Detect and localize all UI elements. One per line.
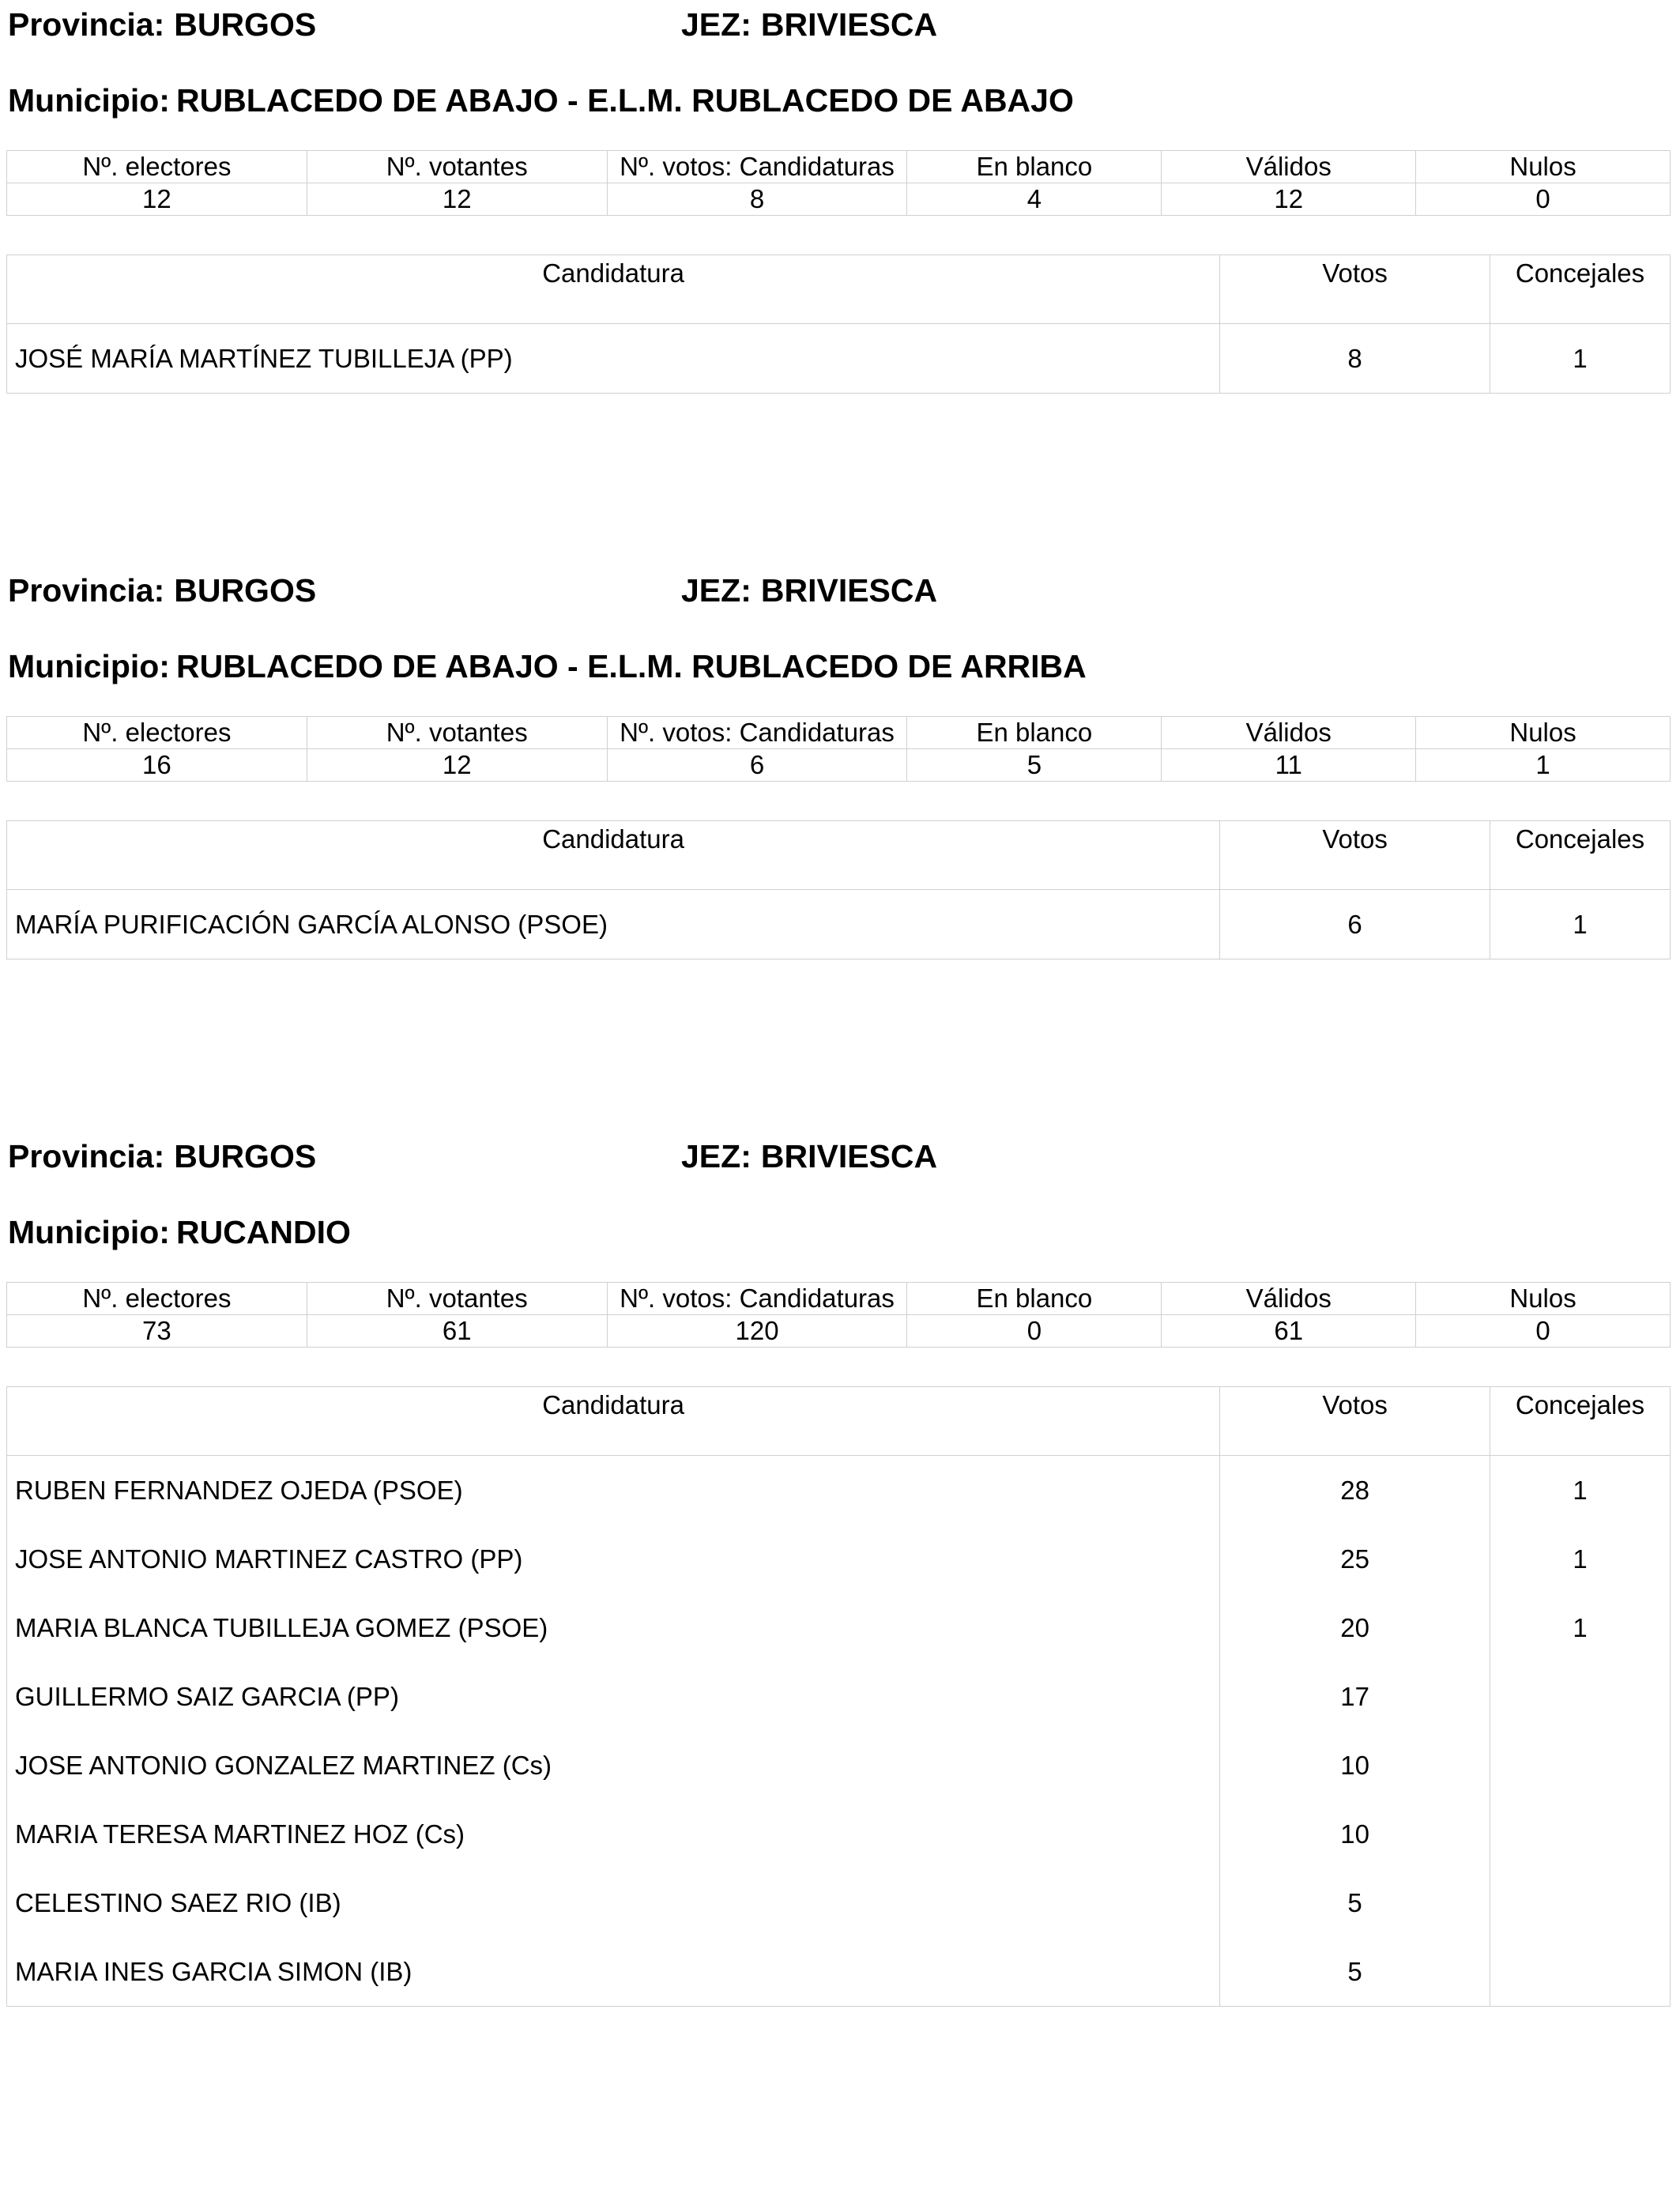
candidate-votes: 25 xyxy=(1220,1525,1490,1593)
concejales-header: Concejales xyxy=(1490,255,1671,324)
candidate-row xyxy=(7,1593,1671,1662)
stats-table xyxy=(6,150,1671,216)
candidate-votes: 17 xyxy=(1220,1662,1490,1731)
stats-value-cell: 61 xyxy=(307,1315,607,1348)
stats-header-cell: En blanco xyxy=(907,151,1162,183)
stats-header-cell: Nº. votos: Candidaturas xyxy=(607,1283,907,1315)
candidate-votes: 28 xyxy=(1220,1456,1490,1525)
candidate-concejales: 1 xyxy=(1490,1593,1671,1662)
candidate-row xyxy=(7,1868,1671,1937)
stats-header-cell: Nº. votantes xyxy=(307,151,607,183)
stats-value-cell: 12 xyxy=(307,183,607,216)
candidate-row xyxy=(7,1662,1671,1731)
stats-value-cell: 1 xyxy=(1416,749,1671,782)
concejales-header: Concejales xyxy=(1490,821,1671,890)
candidate-votes: 5 xyxy=(1220,1868,1490,1937)
candidate-row xyxy=(7,1800,1671,1868)
stats-value-cell: 12 xyxy=(7,183,307,216)
stats-table xyxy=(6,1282,1671,1348)
municipio-value: RUBLACEDO DE ABAJO - E.L.M. RUBLACEDO DE ARRIBA xyxy=(175,648,1087,684)
stats-header-cell: En blanco xyxy=(907,1283,1162,1315)
candidate-name: MARÍA PURIFICACIÓN GARCÍA ALONSO (PSOE) xyxy=(7,890,1220,959)
candidate-name: RUBEN FERNANDEZ OJEDA (PSOE) xyxy=(7,1456,1220,1525)
candidates-header-row xyxy=(7,255,1671,324)
candidate-row xyxy=(7,1731,1671,1800)
stats-value-cell: 61 xyxy=(1162,1315,1416,1348)
provincia-line xyxy=(8,6,316,43)
stats-header-cell: Nº. votantes xyxy=(307,1283,607,1315)
stats-value-cell: 73 xyxy=(7,1315,307,1348)
stats-value-cell: 6 xyxy=(607,749,907,782)
jez-value: BRIVIESCA xyxy=(760,572,938,609)
stats-value-cell: 120 xyxy=(607,1315,907,1348)
municipio-line xyxy=(8,82,1074,119)
jez-line xyxy=(681,572,937,609)
candidate-votes: 8 xyxy=(1220,324,1490,394)
stats-value-cell: 12 xyxy=(1162,183,1416,216)
jez-value: BRIVIESCA xyxy=(760,1138,938,1174)
stats-table xyxy=(6,716,1671,782)
votos-header: Votos xyxy=(1220,255,1490,324)
candidate-concejales: 1 xyxy=(1490,1456,1671,1525)
jez-value: BRIVIESCA xyxy=(760,6,938,43)
candidate-name: MARIA BLANCA TUBILLEJA GOMEZ (PSOE) xyxy=(7,1593,1220,1662)
stats-header-cell: Nº. electores xyxy=(7,151,307,183)
candidates-header-row xyxy=(7,821,1671,890)
stats-header-cell: Nulos xyxy=(1416,151,1671,183)
candidate-concejales xyxy=(1490,1662,1671,1731)
candidate-name: MARIA INES GARCIA SIMON (IB) xyxy=(7,1937,1220,2007)
stats-header-row xyxy=(7,717,1671,749)
candidate-concejales: 1 xyxy=(1490,890,1671,959)
provincia-label: Provincia: xyxy=(8,6,165,43)
municipio-value: RUCANDIO xyxy=(175,1214,351,1250)
jez-line xyxy=(681,6,937,43)
stats-value-cell: 16 xyxy=(7,749,307,782)
candidatura-header: Candidatura xyxy=(7,821,1220,890)
stats-value-cell: 5 xyxy=(907,749,1162,782)
concejales-header: Concejales xyxy=(1490,1387,1671,1456)
candidate-name: JOSE ANTONIO GONZALEZ MARTINEZ (Cs) xyxy=(7,1731,1220,1800)
candidate-votes: 5 xyxy=(1220,1937,1490,2007)
municipio-label: Municipio: xyxy=(8,648,170,684)
stats-value-cell: 12 xyxy=(307,749,607,782)
candidate-votes: 6 xyxy=(1220,890,1490,959)
stats-value-cell: 11 xyxy=(1162,749,1416,782)
candidates-header-row xyxy=(7,1387,1671,1456)
provincia-value: BURGOS xyxy=(174,6,317,43)
candidatura-header: Candidatura xyxy=(7,255,1220,324)
stats-value-cell: 8 xyxy=(607,183,907,216)
stats-header-row xyxy=(7,151,1671,183)
candidate-name: MARIA TERESA MARTINEZ HOZ (Cs) xyxy=(7,1800,1220,1868)
votos-header: Votos xyxy=(1220,1387,1490,1456)
candidates-table xyxy=(6,254,1671,394)
stats-value-cell: 4 xyxy=(907,183,1162,216)
provincia-line xyxy=(8,1138,316,1175)
jez-label: JEZ: xyxy=(681,6,751,43)
candidate-name: GUILLERMO SAIZ GARCIA (PP) xyxy=(7,1662,1220,1731)
provincia-line xyxy=(8,572,316,609)
candidate-row xyxy=(7,324,1671,394)
stats-header-cell: Nulos xyxy=(1416,1283,1671,1315)
municipio-label: Municipio: xyxy=(8,1214,170,1250)
stats-value-row xyxy=(7,1315,1671,1348)
municipio-label: Municipio: xyxy=(8,82,170,119)
stats-header-cell: Nº. electores xyxy=(7,717,307,749)
candidate-row xyxy=(7,1525,1671,1593)
stats-header-cell: Válidos xyxy=(1162,1283,1416,1315)
candidate-row xyxy=(7,1937,1671,2007)
stats-value-cell: 0 xyxy=(1416,1315,1671,1348)
candidatura-header: Candidatura xyxy=(7,1387,1220,1456)
candidate-concejales xyxy=(1490,1937,1671,2007)
stats-header-cell: Nº. votos: Candidaturas xyxy=(607,717,907,749)
jez-label: JEZ: xyxy=(681,1138,751,1174)
candidates-table xyxy=(6,820,1671,959)
candidate-row xyxy=(7,1456,1671,1525)
stats-header-cell: Nulos xyxy=(1416,717,1671,749)
stats-header-cell: Nº. electores xyxy=(7,1283,307,1315)
candidate-concejales xyxy=(1490,1800,1671,1868)
candidate-row xyxy=(7,890,1671,959)
provincia-value: BURGOS xyxy=(174,1138,317,1174)
stats-header-cell: Nº. votantes xyxy=(307,717,607,749)
votos-header: Votos xyxy=(1220,821,1490,890)
stats-value-cell: 0 xyxy=(1416,183,1671,216)
stats-header-cell: Válidos xyxy=(1162,717,1416,749)
provincia-label: Provincia: xyxy=(8,1138,165,1174)
candidate-votes: 10 xyxy=(1220,1800,1490,1868)
jez-label: JEZ: xyxy=(681,572,751,609)
candidates-table xyxy=(6,1386,1671,2007)
stats-header-row xyxy=(7,1283,1671,1315)
candidate-name: JOSÉ MARÍA MARTÍNEZ TUBILLEJA (PP) xyxy=(7,324,1220,394)
candidate-concejales xyxy=(1490,1731,1671,1800)
candidate-votes: 10 xyxy=(1220,1731,1490,1800)
stats-header-cell: Válidos xyxy=(1162,151,1416,183)
candidate-concejales xyxy=(1490,1868,1671,1937)
candidate-votes: 20 xyxy=(1220,1593,1490,1662)
municipio-line xyxy=(8,648,1087,685)
candidate-name: JOSE ANTONIO MARTINEZ CASTRO (PP) xyxy=(7,1525,1220,1593)
provincia-label: Provincia: xyxy=(8,572,165,609)
stats-value-cell: 0 xyxy=(907,1315,1162,1348)
candidate-concejales: 1 xyxy=(1490,324,1671,394)
municipio-line xyxy=(8,1214,351,1251)
provincia-value: BURGOS xyxy=(174,572,317,609)
municipio-value: RUBLACEDO DE ABAJO - E.L.M. RUBLACEDO DE ABAJO xyxy=(175,82,1074,119)
stats-header-cell: Nº. votos: Candidaturas xyxy=(607,151,907,183)
jez-line xyxy=(681,1138,937,1175)
stats-value-row xyxy=(7,183,1671,216)
stats-header-cell: En blanco xyxy=(907,717,1162,749)
stats-value-row xyxy=(7,749,1671,782)
candidate-name: CELESTINO SAEZ RIO (IB) xyxy=(7,1868,1220,1937)
candidate-concejales: 1 xyxy=(1490,1525,1671,1593)
